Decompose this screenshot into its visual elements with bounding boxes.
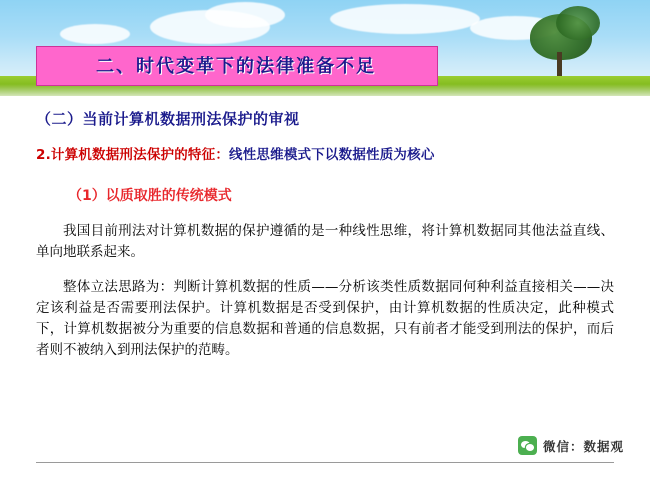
footer-divider (36, 462, 614, 463)
wechat-icon (518, 436, 537, 455)
footer-brand (518, 436, 624, 455)
heading-main: 计算机数据刑法保护的特征： (50, 147, 230, 163)
slide-title: 二、时代变革下的法律准备不足 (96, 56, 376, 77)
body-paragraph-2: 整体立法思路为：判断计算机数据的性质——分析该类性质数据同何种利益直接相关——决定该利益是否需要刑法保护。计算机数据是否受到保护，由计算机数据的性质决定，此种模式下，计算机数据被分为重要的信息数据和普通的信息数据，只有前者才能受到刑法的保护，而后者则不被纳入到刑法保护的范畴。 (36, 278, 614, 358)
section-subtitle: （二）当前计算机数据刑法保护的审视 (36, 110, 300, 128)
heading-tail: 线性思维模式下以数据性质为核心 (229, 147, 435, 163)
slide-body (0, 100, 650, 455)
body-paragraph-1: 我国目前刑法对计算机数据的保护遵循的是一种线性思维，将计算机数据同其他法益直线、单向地联系起来。 (36, 223, 614, 260)
sub-heading: （1）以质取胜的传统模式 (68, 188, 232, 204)
heading-number: 2. (36, 147, 51, 163)
cloud-shape (330, 4, 480, 34)
tree-icon (556, 6, 600, 40)
section-heading (36, 143, 614, 163)
cloud-shape (205, 2, 285, 28)
cloud-shape (60, 24, 130, 44)
footer-brand-label: 微信：数据观 (542, 438, 624, 454)
